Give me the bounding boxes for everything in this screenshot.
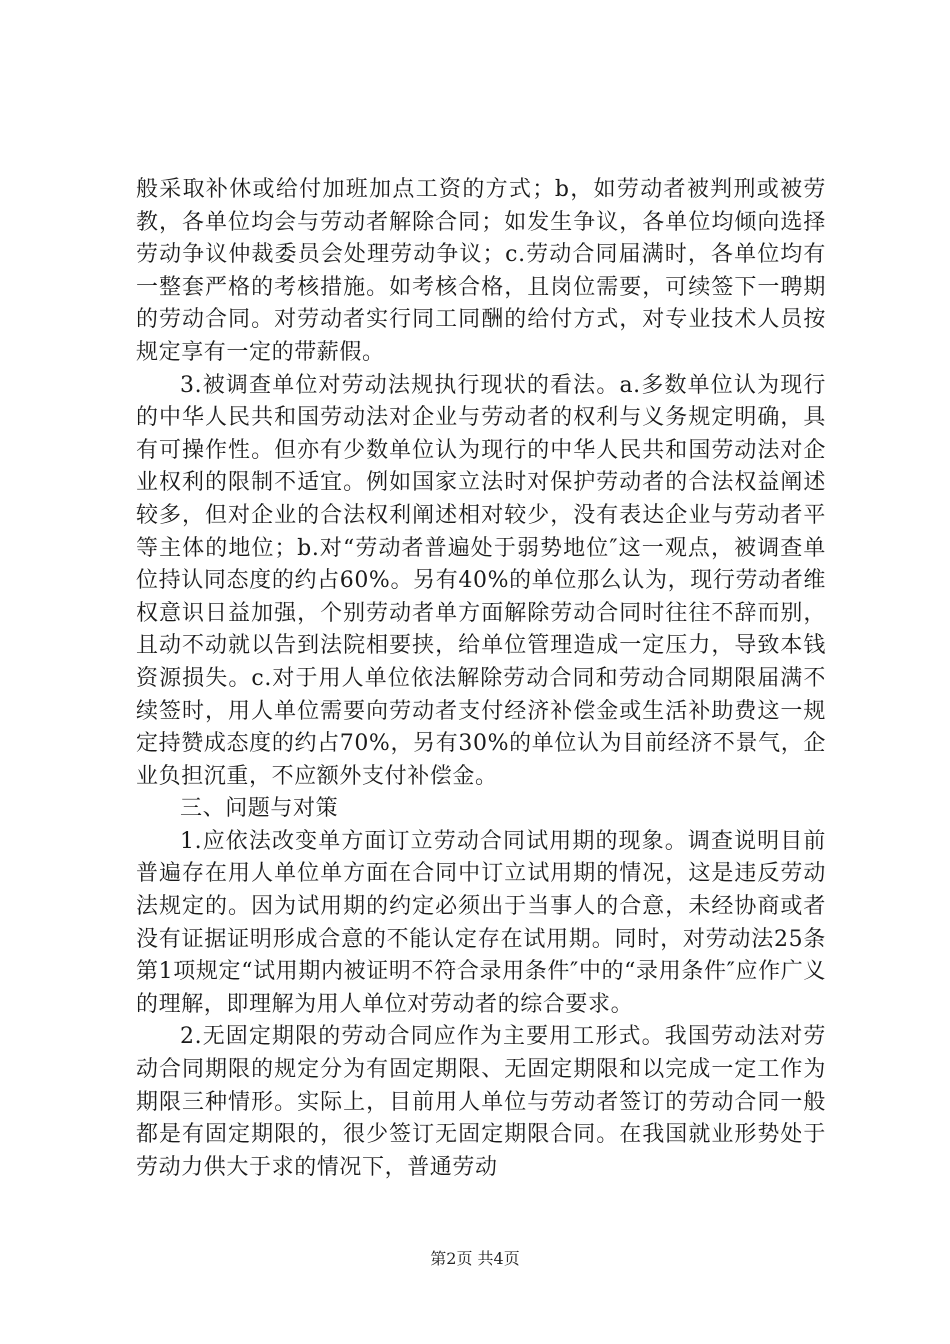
section-heading: 三、问题与对策 bbox=[180, 796, 339, 822]
page-number-footer: 第2页 共4页 bbox=[430, 1249, 520, 1268]
paragraph-4: 2.无固定期限的劳动合同应作为主要用工形式。我国劳动法对劳动合同期限的规定分为有固定期限、无固定期限和以完成一定工作为期限三种情形。实际上，目前用人单位与劳动者签订的劳动合同一般都是有固定期限的，很少签订无固定期限合同。在我国就业形势处于劳动力供大于求的情况下，普通劳动 bbox=[136, 1024, 826, 1180]
document-body bbox=[136, 174, 826, 1184]
paragraph-3: 1.应依法改变单方面订立劳动合同试用期的现象。调查说明目前普遍存在用人单位单方面在合同中订立试用期的情况，这是违反劳动法规定的。因为试用期的约定必须出于当事人的合意，未经协商或者没有证据证明形成合意的不能认定存在试用期。同时，对劳动法25条第1项规定“试用期内被证明不符合录用条件″中的“录用条件″应作广义的理解，即理解为用人单位对劳动者的综合要求。 bbox=[136, 828, 826, 1017]
paragraph-1: 般采取补休或给付加班加点工资的方式；b，如劳动者被判刑或被劳教，各单位均会与劳动者解除合同；如发生争议，各单位均倾向选择劳动争议仲裁委员会处理劳动争议；c.劳动合同届满时，各单位均有一整套严格的考核措施。如考核合格，且岗位需要，可续签下一聘期的劳动合同。对劳动者实行同工同酬的给付方式，对专业技术人员按规定享有一定的带薪假。 bbox=[136, 177, 826, 365]
paragraph-2: 3.被调查单位对劳动法规执行现状的看法。a.多数单位认为现行的中华人民共和国劳动法对企业与劳动者的权利与义务规定明确，具有可操作性。但亦有少数单位认为现行的中华人民共和国劳动法对企业权利的限制不适宜。例如国家立法时对保护劳动者的合法权益阐述较多，但对企业的合法权利阐述相对较少，没有表达企业与劳动者平等主体的地位；b.对“劳动者普遍处于弱势地位″这一观点，被调查单位持认同态度的约占60%。另有40%的单位那么认为，现行劳动者维权意识日益加强，个别劳动者单方面解除劳动合同时往往不辞而别，且动不动就以告到法院相要挟，给单位管理造成一定压力，导致本钱资源损失。c.对于用人单位依法解除劳动合同和劳动合同期限届满不续签时，用人单位需要向劳动者支付经济补偿金或生活补助费这一规定持赞成态度的约占70%，另有30%的单位认为目前经济不景气，企业负担沉重，不应额外支付补偿金。 bbox=[136, 372, 826, 789]
